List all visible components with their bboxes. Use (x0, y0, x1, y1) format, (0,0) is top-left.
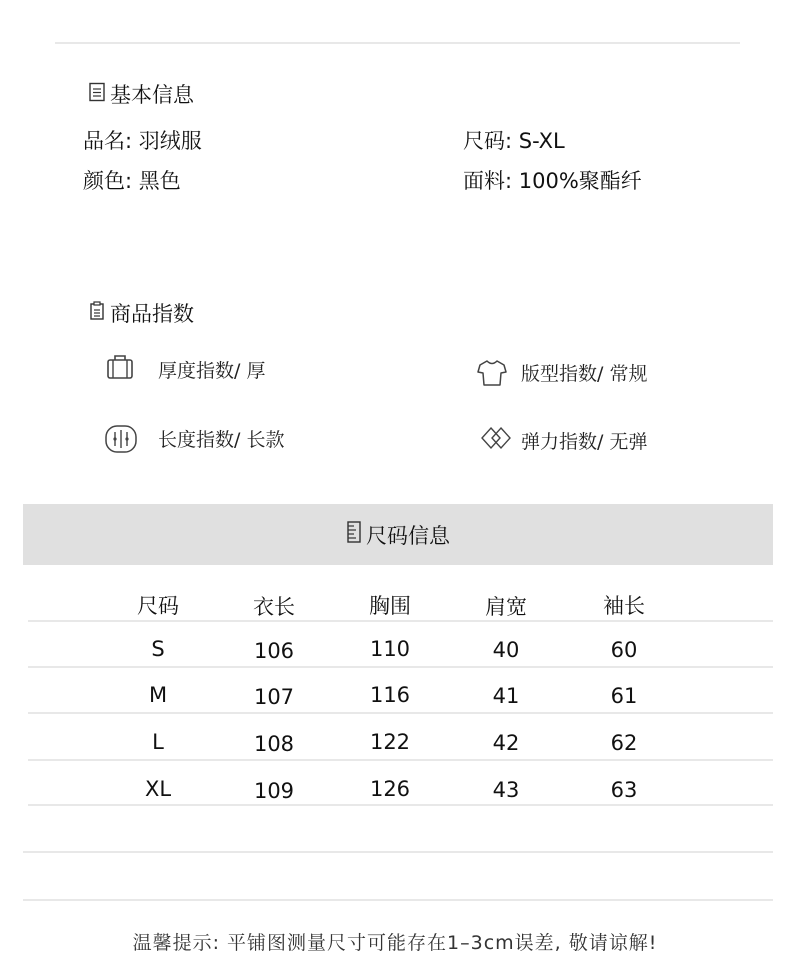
table-cell: 61 (610, 684, 638, 708)
table-cell: 107 (253, 685, 295, 709)
product-fabric: 面料: 100%聚酯纤 (463, 169, 642, 193)
product-index-heading (88, 298, 194, 328)
header-sleeve: 袖长 (603, 594, 645, 618)
footer-divider (23, 851, 773, 853)
table-cell: 122 (369, 730, 411, 754)
table-cell: 110 (369, 637, 411, 661)
table-cell: XL (144, 777, 172, 801)
length-icon (104, 424, 138, 458)
thickness-index: 厚度指数/ 厚 (158, 360, 266, 382)
measurement-hint: 温馨提示: 平铺图测量尺寸可能存在1–3cm误差, 敬请谅解! (132, 932, 658, 954)
product-index-title: 商品指数 (110, 302, 194, 326)
document-icon (88, 82, 106, 107)
size-info-title: 尺码信息 (366, 523, 450, 548)
table-cell: S (151, 637, 165, 661)
table-cell: 106 (253, 639, 295, 663)
table-cell: 43 (492, 778, 520, 802)
basic-info-heading (88, 79, 194, 109)
table-cell: 42 (492, 731, 520, 755)
table-cell: 109 (253, 779, 295, 803)
table-cell: 63 (610, 778, 638, 802)
bag-icon (106, 354, 134, 384)
header-chest: 胸围 (369, 594, 411, 618)
footer-divider (23, 899, 773, 901)
table-divider (28, 804, 773, 806)
header-size: 尺码 (137, 594, 179, 618)
table-divider (28, 712, 773, 714)
table-cell: 108 (253, 732, 295, 756)
product-name: 品名: 羽绒服 (83, 129, 202, 153)
table-cell: L (152, 730, 164, 754)
header-length: 衣长 (253, 595, 295, 619)
product-color: 颜色: 黑色 (83, 169, 181, 193)
table-cell: 40 (492, 638, 520, 662)
ruler-icon (346, 521, 362, 548)
table-divider (28, 666, 773, 668)
top-divider (55, 42, 740, 44)
fit-index: 版型指数/ 常规 (521, 363, 648, 385)
table-divider (28, 620, 773, 622)
size-info-heading (23, 504, 773, 565)
header-shoulder: 肩宽 (485, 595, 527, 619)
table-divider (28, 759, 773, 761)
tshirt-icon (477, 359, 507, 391)
table-cell: 116 (369, 683, 411, 707)
size-info-band (23, 504, 773, 565)
diamond-icon (481, 426, 511, 454)
table-cell: M (148, 683, 168, 707)
table-cell: 41 (492, 684, 520, 708)
table-cell: 60 (610, 638, 638, 662)
product-size-range: 尺码: S-XL (463, 129, 565, 153)
table-cell: 62 (610, 731, 638, 755)
elasticity-index: 弹力指数/ 无弹 (521, 431, 648, 453)
basic-info-title: 基本信息 (110, 83, 194, 107)
length-index: 长度指数/ 长款 (158, 429, 285, 451)
clipboard-icon (88, 301, 106, 326)
table-cell: 126 (369, 777, 411, 801)
